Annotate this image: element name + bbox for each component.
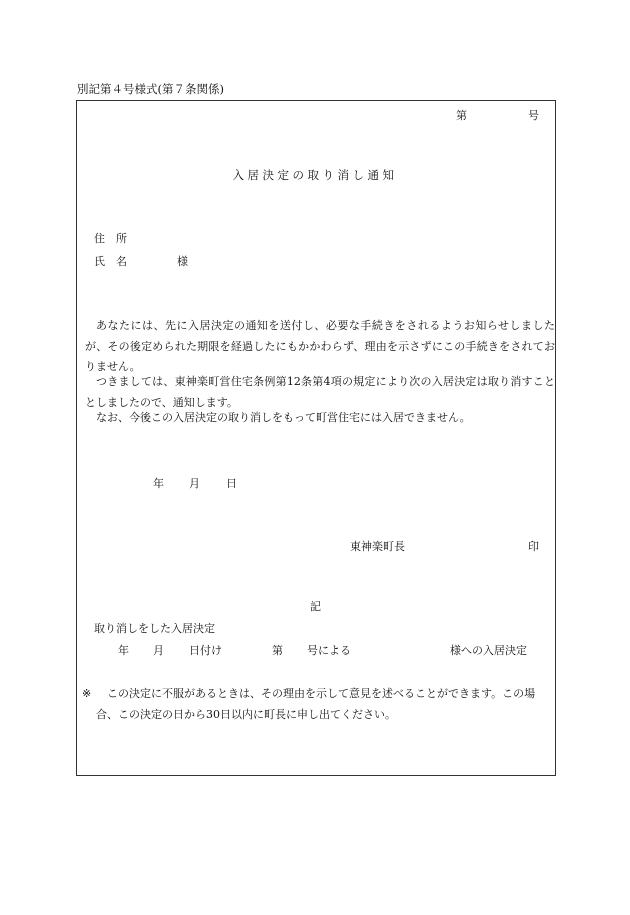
body-paragraph-3: なお、今後この入居決定の取り消しをもって町営住宅には入居できません。 — [96, 411, 471, 424]
body-paragraph-2: つきましては、東神楽町営住宅条例第12条第4項の規定により次の入居決定は取り消すこととしましたので、通知します。 — [85, 375, 555, 409]
document-number-prefix: 第 — [456, 109, 467, 122]
name-label: 氏 名 — [94, 255, 127, 268]
record-date-suffix: 日付け — [189, 644, 222, 657]
document-number-suffix: 号 — [528, 109, 539, 122]
record-number-suffix: 号による — [307, 644, 351, 657]
body-paragraph-1: あなたには、先に入居決定の通知を送付し、必要な手続きをされるようお知らせしましたが、その後定められた期限を経過したにもかかわらず、理由を示さずにこの手続きをされておりません。 — [85, 319, 555, 373]
record-target: 様への入居決定 — [450, 644, 527, 657]
record-month: 月 — [153, 644, 164, 657]
seal-mark: 印 — [528, 540, 539, 553]
date-year: 年 — [153, 477, 164, 490]
note-mark: ※ — [82, 687, 92, 700]
record-heading: 記 — [310, 600, 321, 613]
record-year: 年 — [118, 644, 129, 657]
date-day: 日 — [226, 477, 237, 490]
note-text: この決定に不服があるときは、その理由を示して意見を述べることができます。この場合、この決定の日から30日以内に町長に申し出てください。 — [96, 687, 536, 721]
document-frame — [76, 100, 556, 776]
record-number-prefix: 第 — [272, 644, 283, 657]
document-title: 入居決定の取り消し通知 — [232, 168, 398, 182]
form-label: 別記第４号様式(第７条関係) — [77, 82, 224, 96]
recipient-honorific: 様 — [177, 255, 188, 268]
issuer-name: 東神楽町長 — [350, 540, 405, 553]
date-month: 月 — [189, 477, 200, 490]
appeal-note — [82, 684, 552, 725]
record-subject: 取り消しをした入居決定 — [94, 622, 215, 635]
address-label: 住 所 — [94, 232, 127, 245]
